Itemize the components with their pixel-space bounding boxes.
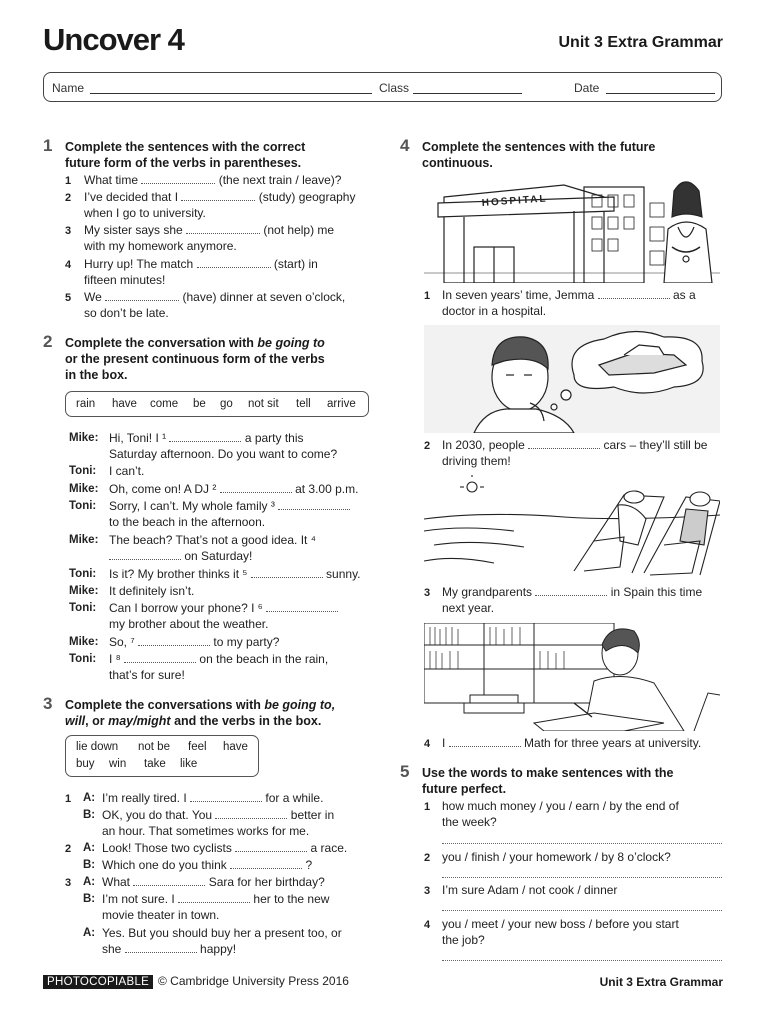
- list-item: I Math for three years at university.: [442, 736, 702, 750]
- dialog-line-cont: on Saturday!: [109, 548, 252, 564]
- dialog-line: It definitely isn’t.: [109, 584, 195, 598]
- answer-gap[interactable]: [598, 287, 670, 299]
- answer-gap[interactable]: [105, 289, 179, 301]
- speaker: Toni:: [69, 465, 97, 477]
- answer-gap[interactable]: [181, 189, 255, 201]
- item-number: 3: [424, 587, 431, 599]
- exercise-number: 1: [43, 136, 53, 155]
- box-word: go: [220, 398, 233, 410]
- list-item: In seven years’ time, Jemma as a: [442, 288, 696, 302]
- speaker: B:: [83, 859, 96, 871]
- answer-gap[interactable]: [178, 891, 250, 903]
- answer-gap[interactable]: [138, 634, 210, 646]
- date-label: Date: [574, 81, 600, 95]
- answer-gap[interactable]: [449, 735, 521, 747]
- answer-gap[interactable]: [169, 430, 241, 442]
- deckchair-icon: [424, 475, 720, 579]
- exercise-4: [400, 136, 725, 754]
- item-number: 1: [424, 290, 431, 302]
- exercise-1: [43, 136, 373, 329]
- box-word: not be: [138, 741, 170, 753]
- dialog-line: I can’t.: [109, 464, 145, 478]
- list-item-cont: so don’t be late.: [84, 306, 169, 320]
- answer-gap[interactable]: [190, 790, 262, 802]
- box-word: be: [193, 398, 206, 410]
- speaker: A:: [83, 927, 96, 939]
- item-number: 2: [424, 440, 431, 452]
- answer-gap[interactable]: [235, 840, 307, 852]
- hospital-icon: [424, 177, 720, 283]
- item-number: 2: [424, 852, 431, 864]
- speaker: Toni:: [69, 602, 97, 614]
- list-item: My sister says she (not help) me: [84, 223, 335, 237]
- item-number: 4: [65, 259, 72, 271]
- box-word: take: [144, 758, 166, 770]
- dialog-line: What Sara for her birthday?: [102, 875, 325, 889]
- list-item: My grandparents in Spain this time: [442, 585, 703, 599]
- word-box: [65, 735, 259, 777]
- speaker: Mike:: [69, 585, 99, 597]
- exercise-5: [400, 762, 725, 965]
- box-word: like: [180, 758, 198, 770]
- exercise-title: Complete the conversation with be going to or the present continuous form of the verbs in the box.: [65, 336, 325, 382]
- dialog-line: Which one do you think ?: [102, 858, 313, 872]
- speaker: Toni:: [69, 653, 97, 665]
- speaker: B:: [83, 809, 96, 821]
- item-number: 3: [65, 877, 72, 889]
- exercise-number: 4: [400, 136, 410, 155]
- list-item-cont: the job?: [442, 933, 485, 947]
- dialog-line-cont: that’s for sure!: [109, 668, 185, 682]
- item-number: 5: [65, 292, 72, 304]
- item-number: 4: [424, 738, 431, 750]
- dialog-line-cont: she happy!: [102, 942, 237, 956]
- answer-gap[interactable]: [133, 874, 205, 886]
- exercise-number: 2: [43, 332, 53, 351]
- list-item: I’ve decided that I (study) geography: [84, 190, 356, 204]
- exercise-title: Complete the conversations with be going to, will, or may/might and the verbs in the box.: [65, 698, 336, 728]
- dialog-line: Oh, come on! A DJ ² at 3.00 p.m.: [109, 482, 359, 496]
- box-word: have: [223, 741, 248, 753]
- item-number: 2: [65, 192, 72, 204]
- dialog-line: I’m really tired. I for a while.: [102, 791, 324, 805]
- name-label: Name: [52, 81, 85, 95]
- answer-gap[interactable]: [220, 481, 292, 493]
- unit-title: Unit 3 Extra Grammar: [558, 34, 723, 51]
- list-item: you / finish / your homework / by 8 o’clock?: [442, 850, 671, 864]
- speaker: A:: [83, 842, 96, 854]
- box-word: lie down: [76, 741, 119, 753]
- exercise-title: Complete the sentences with the correct future form of the verbs in parentheses.: [65, 140, 306, 170]
- dialog-line: I ⁸ on the beach in the rain,: [109, 652, 329, 666]
- dialog-line: Look! Those two cyclists a race.: [102, 841, 348, 855]
- answer-gap[interactable]: [230, 857, 302, 869]
- answer-gap[interactable]: [109, 548, 181, 560]
- student-icon: [424, 623, 720, 731]
- answer-line[interactable]: [442, 843, 722, 844]
- dialog-line: The beach? That’s not a good idea. It ⁴: [109, 533, 316, 547]
- class-field[interactable]: [413, 93, 522, 94]
- answer-gap[interactable]: [535, 584, 607, 596]
- list-item: you / meet / your new boss / before you start: [442, 917, 679, 931]
- box-word: have: [112, 398, 137, 410]
- dialog-line: Yes. But you should buy her a present too, or: [102, 926, 342, 940]
- hospital-illustration: [424, 177, 720, 283]
- box-word: not sit: [248, 398, 279, 410]
- brand-logo: Uncover 4: [43, 22, 184, 57]
- dialog-line: Can I borrow your phone? I ⁶: [109, 600, 338, 616]
- item-number: 1: [65, 175, 72, 187]
- footer-unit-title: Unit 3 Extra Grammar: [599, 975, 723, 989]
- exercise-3: [43, 694, 373, 962]
- box-word: win: [109, 758, 127, 770]
- dialog-line: So, ⁷ to my party?: [109, 635, 280, 649]
- answer-gap[interactable]: [124, 651, 196, 663]
- answer-gap[interactable]: [251, 566, 323, 578]
- speaker: Mike:: [69, 636, 99, 648]
- speaker: A:: [83, 876, 96, 888]
- item-number: 2: [65, 843, 72, 855]
- copyright-text: © Cambridge University Press 2016: [158, 974, 349, 988]
- item-number: 4: [424, 919, 431, 931]
- dialog-line-cont: to the beach in the afternoon.: [109, 515, 266, 529]
- class-label: Class: [379, 81, 410, 95]
- answer-gap[interactable]: [186, 222, 260, 234]
- list-item: I’m sure Adam / not cook / dinner: [442, 883, 618, 897]
- list-item: how much money / you / earn / by the end of: [442, 799, 679, 813]
- list-item: Hurry up! The match (start) in: [84, 257, 318, 271]
- thinking-man-illustration: [424, 325, 720, 433]
- exercise-number: 3: [43, 694, 53, 713]
- list-item: What time (the next train / leave)?: [84, 173, 342, 187]
- dialog-line-cont: Saturday afternoon. Do you want to come?: [109, 447, 338, 461]
- answer-gap[interactable]: [197, 256, 271, 268]
- box-word: come: [150, 398, 179, 410]
- date-field[interactable]: [606, 93, 715, 94]
- answer-gap[interactable]: [528, 437, 600, 449]
- flying-car-icon: [424, 325, 720, 433]
- name-field[interactable]: [90, 93, 372, 94]
- dialog-line: Hi, Toni! I ¹ a party this: [109, 431, 304, 445]
- item-number: 3: [65, 225, 72, 237]
- speaker: B:: [83, 893, 96, 905]
- item-number: 3: [424, 885, 431, 897]
- dialog-line-cont: an hour. That sometimes works for me.: [102, 824, 310, 838]
- speaker: Toni:: [69, 500, 97, 512]
- box-word: tell: [296, 398, 311, 410]
- speaker: A:: [83, 792, 96, 804]
- answer-line[interactable]: [442, 877, 722, 878]
- hospital-sign: HOSPITAL: [481, 193, 548, 209]
- speaker: Toni:: [69, 568, 97, 580]
- list-item-cont: next year.: [442, 601, 495, 615]
- answer-line[interactable]: [442, 910, 722, 911]
- list-item-cont: the week?: [442, 815, 497, 829]
- list-item-cont: driving them!: [442, 454, 511, 468]
- answer-gap[interactable]: [278, 498, 350, 510]
- dialog-line: I’m not sure. I her to the new: [102, 892, 330, 906]
- photocopiable-badge: PHOTOCOPIABLE: [43, 975, 153, 989]
- list-item-cont: fifteen minutes!: [84, 273, 166, 287]
- answer-gap[interactable]: [125, 941, 197, 953]
- list-item: We (have) dinner at seven o’clock,: [84, 290, 346, 304]
- beach-illustration: [424, 475, 720, 579]
- dialog-line-cont: my brother about the weather.: [109, 617, 269, 631]
- box-word: arrive: [327, 398, 356, 410]
- box-word: rain: [76, 398, 96, 410]
- word-box: [65, 391, 369, 417]
- item-number: 1: [424, 801, 431, 813]
- studying-student-illustration: [424, 623, 720, 731]
- box-word: feel: [188, 741, 207, 753]
- list-item-cont: doctor in a hospital.: [442, 304, 547, 318]
- answer-line[interactable]: [442, 960, 722, 961]
- speaker: Mike:: [69, 483, 99, 495]
- list-item: In 2030, people cars – they’ll still be: [442, 438, 708, 452]
- exercise-title: Use the words to make sentences with the future perfect.: [422, 766, 674, 796]
- exercise-2: [43, 332, 373, 685]
- box-word: buy: [76, 758, 95, 770]
- list-item-cont: with my homework anymore.: [84, 239, 237, 253]
- list-item-cont: when I go to university.: [84, 206, 206, 220]
- dialog-line-cont: movie theater in town.: [102, 908, 220, 922]
- exercise-number: 5: [400, 762, 410, 781]
- dialog-line: Is it? My brother thinks it ⁵ sunny.: [109, 567, 361, 581]
- answer-gap[interactable]: [215, 807, 287, 819]
- answer-gap[interactable]: [266, 600, 338, 612]
- item-number: 1: [65, 793, 72, 805]
- speaker: Mike:: [69, 432, 99, 444]
- speaker: Mike:: [69, 534, 99, 546]
- exercise-title: Complete the sentences with the future continuous.: [422, 140, 656, 170]
- student-info-box: [43, 72, 722, 102]
- answer-gap[interactable]: [141, 172, 215, 184]
- dialog-line: Sorry, I can’t. My whole family ³: [109, 498, 350, 514]
- dialog-line: OK, you do that. You better in: [102, 808, 335, 822]
